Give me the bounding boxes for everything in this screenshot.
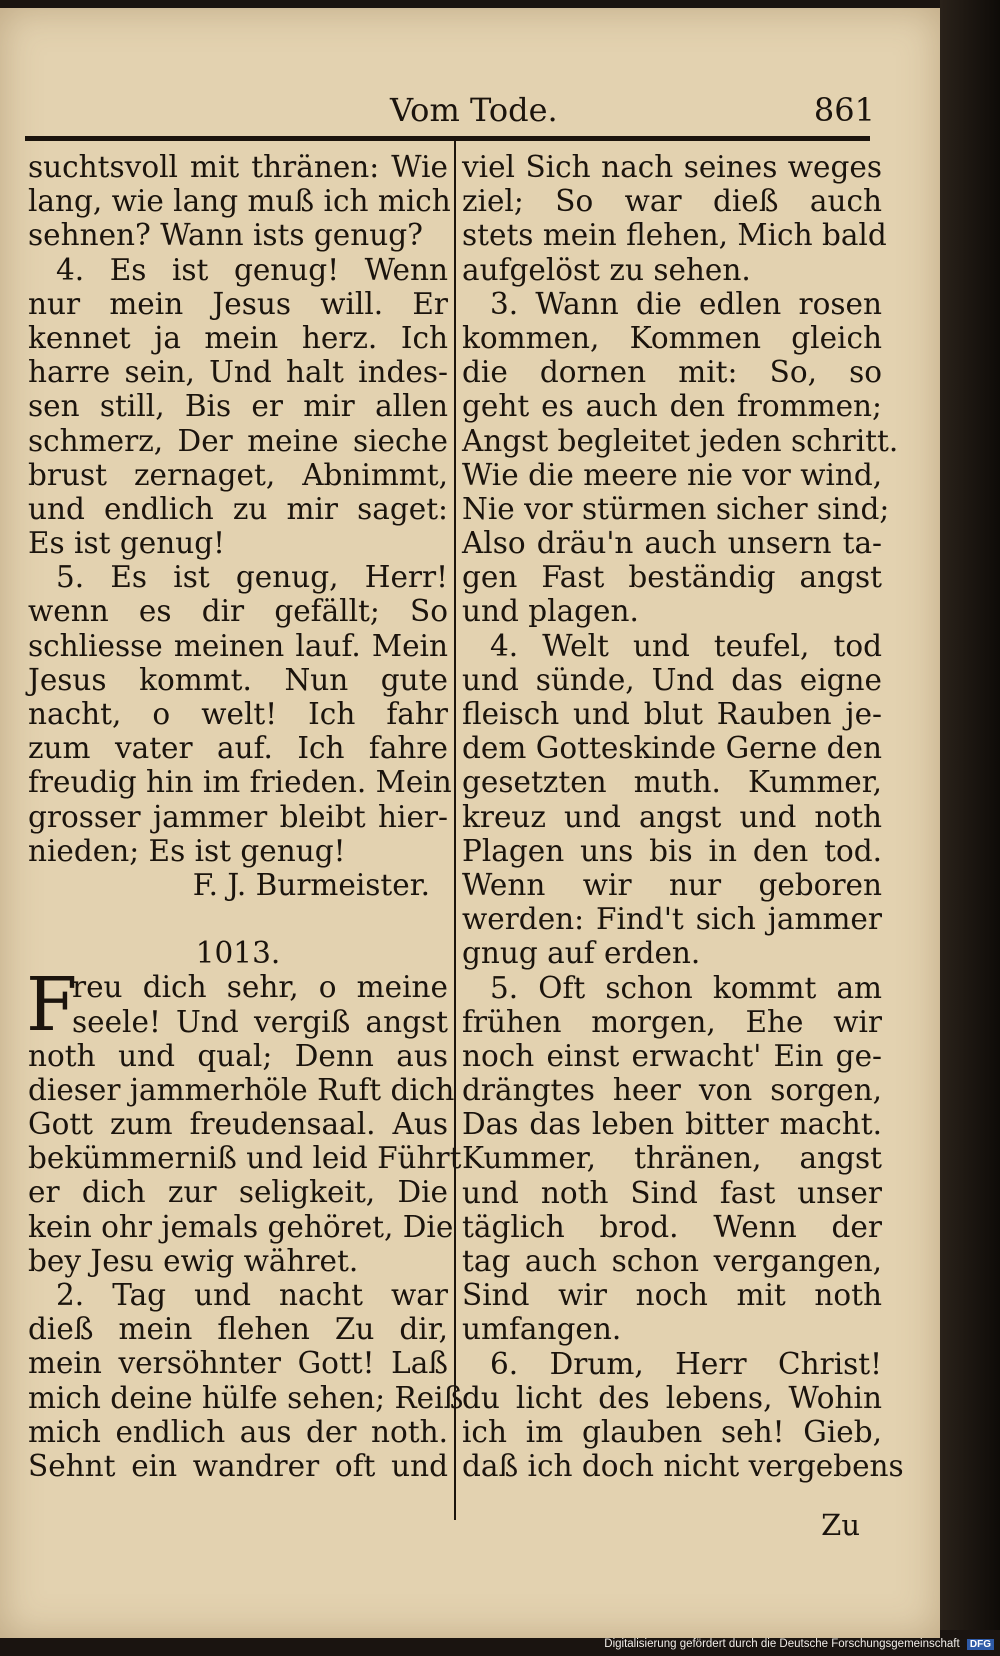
- text-line: gnug auf erden.: [462, 936, 701, 971]
- text-line: Wenn wir nur geboren: [462, 867, 882, 902]
- text-line: die dornen mit: So, so: [462, 355, 882, 390]
- column-divider: [454, 140, 456, 1520]
- text-line: ich im glauben seh! Gieb,: [462, 1414, 882, 1449]
- author-attribution: F. J. Burmeister.: [192, 867, 430, 902]
- hymn-1013: [26, 962, 464, 1483]
- text-line: er dich zur seligkeit, Die: [28, 1175, 448, 1210]
- text-line: stets mein flehen, Mich bald: [462, 218, 887, 253]
- text-line: Gott zum freudensaal. Aus: [28, 1107, 448, 1142]
- text-line: mein versöhnter Gott! Laß: [28, 1346, 448, 1381]
- verse-start: 4. Welt und teufel, tod: [490, 628, 882, 663]
- text-line: sen still, Bis er mir allen: [28, 389, 448, 424]
- text-line: mich deine hülfe sehen; Reiß: [28, 1380, 464, 1415]
- text-line: geht es auch den frommen;: [462, 389, 882, 424]
- text-line: und noth Sind fast unser: [462, 1175, 882, 1210]
- text-line: reu dich sehr, o meine: [72, 970, 448, 1005]
- verse-start: 5. Es ist genug, Herr!: [56, 560, 448, 595]
- header-rule: [25, 136, 870, 141]
- text-line: harre sein, Und halt indes-: [28, 355, 448, 390]
- text-line: freudig hin im frieden. Mein: [28, 765, 452, 800]
- text-line: kreuz und angst und noth: [462, 799, 882, 834]
- text-line: brust zernaget, Abnimmt,: [28, 457, 448, 492]
- text-line: bekümmerniß und leid Führt: [28, 1141, 462, 1176]
- text-line: drängtes heer von sorgen,: [462, 1073, 882, 1108]
- text-line: suchtsvoll mit thränen: Wie: [28, 150, 448, 184]
- text-line: nur mein Jesus will. Er: [28, 286, 448, 321]
- text-line: Sehnt ein wandrer oft und: [28, 1448, 448, 1483]
- text-line: noth und qual; Denn aus: [28, 1038, 448, 1073]
- text-line: und plagen.: [462, 594, 639, 629]
- text-line: täglich brod. Wenn der: [462, 1209, 882, 1244]
- page-header: [30, 83, 885, 133]
- credit-text: Digitalisierung gefördert durch die Deutsche Forschungsgemeinschaft: [604, 1638, 960, 1650]
- text-line: nieden; Es ist genug!: [28, 833, 346, 868]
- text-line: wenn es dir gefällt; So: [28, 594, 448, 629]
- text-line: gesetzten muth. Kummer,: [462, 765, 882, 800]
- text-line: werden: Find't sich jammer: [462, 902, 882, 937]
- text-line: fleisch und blut Rauben je-: [462, 697, 882, 731]
- text-line: Nie vor stürmen sicher sind;: [462, 491, 890, 526]
- running-head: Vom Tode.: [390, 91, 558, 129]
- text-line: und endlich zu mir saget:: [28, 491, 448, 526]
- text-line: Angst begleitet jeden schritt.: [462, 423, 899, 458]
- drop-initial: F: [26, 962, 78, 1049]
- verse-start: 4. Es ist genug! Wenn: [56, 252, 448, 287]
- text-line: dieser jammerhöle Ruft dich: [28, 1072, 455, 1107]
- verse-start: 2. Tag und nacht war: [56, 1278, 448, 1312]
- text-line: lang, wie lang muß ich mich: [28, 184, 451, 219]
- text-line: gen Fast beständig angst: [462, 560, 882, 595]
- text-line: aufgelöst zu sehen.: [462, 252, 751, 287]
- text-line: viel Sich nach seines weges: [462, 150, 882, 184]
- book-edge: [940, 0, 1000, 1630]
- dfg-logo-icon: DFG: [967, 1639, 994, 1650]
- text-line: Kummer, thränen, angst: [462, 1141, 882, 1176]
- text-line: kommen, Kommen gleich: [462, 320, 882, 355]
- text-line: seele! Und vergiß angst: [72, 1004, 448, 1039]
- verse-start: 5. Oft schon kommt am: [490, 970, 882, 1005]
- page-number: 861: [813, 91, 875, 129]
- text-line: tag auch schon vergangen,: [462, 1244, 882, 1278]
- verse-start: 6. Drum, Herr Christ!: [490, 1346, 882, 1381]
- text-line: Plagen uns bis in den tod.: [462, 833, 882, 868]
- text-line: Sind wir noch mit noth: [462, 1278, 882, 1313]
- catchword: Zu: [821, 1508, 860, 1542]
- text-line: mich endlich aus der noth.: [28, 1414, 448, 1449]
- book-page: [0, 8, 940, 1638]
- text-line: dem Gotteskinde Gerne den: [462, 731, 882, 766]
- text-line: bey Jesu ewig währet.: [28, 1243, 359, 1278]
- digitization-credit: [604, 1638, 994, 1650]
- text-line: dieß mein flehen Zu dir,: [28, 1312, 448, 1347]
- text-line: ziel; So war dieß auch: [462, 184, 882, 219]
- hymn-number: 1013.: [195, 936, 281, 971]
- text-line: kennet ja mein herz. Ich: [28, 320, 448, 355]
- text-line: kein ohr jemals gehöret, Die: [28, 1209, 454, 1244]
- text-line: schliesse meinen lauf. Mein: [28, 628, 448, 663]
- verse-start: 3. Wann die edlen rosen: [490, 286, 882, 321]
- text-line: frühen morgen, Ehe wir: [462, 1004, 882, 1039]
- text-line: du licht des lebens, Wohin: [462, 1380, 882, 1415]
- text-line: und sünde, Und das eigne: [462, 662, 882, 697]
- text-line: zum vater auf. Ich fahre: [28, 731, 448, 766]
- text-line: daß ich doch nicht vergebens: [462, 1449, 904, 1484]
- text-line: umfangen.: [462, 1312, 622, 1347]
- right-column: [462, 150, 904, 1484]
- text-line: Jesus kommt. Nun gute: [28, 662, 448, 697]
- left-column: [26, 150, 464, 1483]
- text-line: Wie die meere nie vor wind,: [462, 457, 883, 492]
- text-line: sehnen? Wann ists genug?: [28, 218, 423, 253]
- text-line: Es ist genug!: [28, 526, 225, 561]
- text-line: Das das leben bitter macht.: [462, 1107, 882, 1142]
- text-line: Also dräu'n auch unsern ta-: [462, 526, 882, 561]
- text-line: grosser jammer bleibt hier-: [28, 799, 448, 834]
- text-line: noch einst erwacht' Ein ge-: [462, 1038, 882, 1073]
- text-line: nacht, o welt! Ich fahr: [28, 697, 448, 731]
- text-line: schmerz, Der meine sieche: [28, 423, 448, 458]
